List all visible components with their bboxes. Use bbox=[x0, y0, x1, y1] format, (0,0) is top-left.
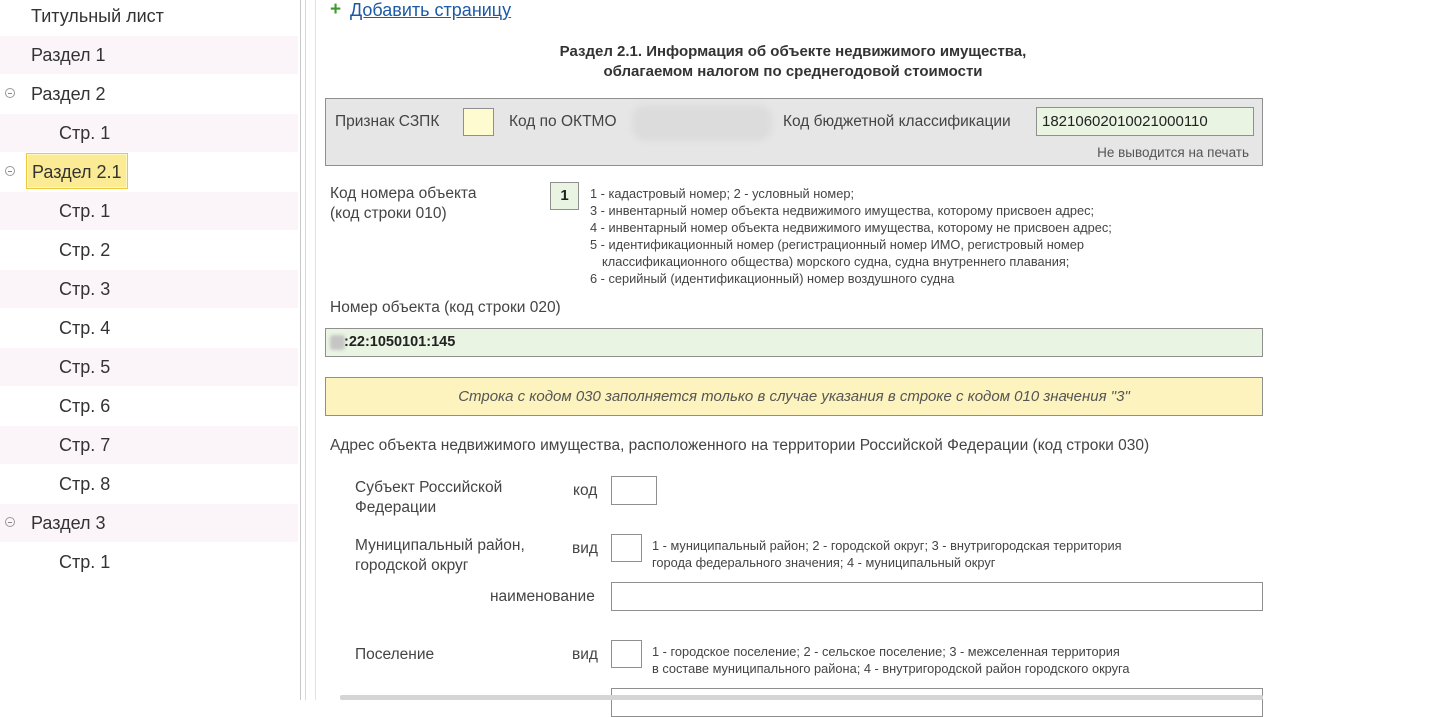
tree-item-label: Стр. 6 bbox=[59, 395, 111, 416]
settlement-label: Поселение bbox=[355, 646, 435, 663]
oktmo-field-redacted[interactable] bbox=[632, 105, 772, 141]
subject-code-label: код bbox=[573, 482, 598, 499]
oktmo-label: Код по ОКТМО bbox=[509, 113, 617, 130]
object-code-hint: 1 - кадастровый номер; 2 - условный номер; bbox=[590, 186, 854, 201]
collapse-icon[interactable] bbox=[5, 166, 15, 176]
tree-item-label: Стр. 1 bbox=[59, 200, 111, 221]
tree-item-section-1[interactable] bbox=[0, 36, 298, 74]
szpk-field[interactable] bbox=[463, 108, 494, 136]
tree-item-label-selected: Раздел 2.1 bbox=[26, 153, 128, 189]
horizontal-scrollbar[interactable] bbox=[340, 695, 1263, 700]
tree-item-section-2-1-page-7[interactable] bbox=[0, 426, 298, 464]
tree-item-title-page[interactable] bbox=[0, 0, 298, 35]
tree-item-section-2-1-page-3[interactable] bbox=[0, 270, 298, 308]
warning-banner: Строка с кодом 030 заполняется только в случае указания в строке с кодом 010 значения "3" bbox=[325, 377, 1263, 416]
section-form bbox=[316, 0, 1434, 700]
object-number-label: Номер объекта (код строки 020) bbox=[330, 299, 561, 316]
settlement-kind-hint: в составе муниципального района; 4 - внутригородской район городского округа bbox=[652, 661, 1130, 676]
kbk-field[interactable]: 18210602010021000110 bbox=[1036, 107, 1254, 136]
tree-item-section-2-1-page-8[interactable] bbox=[0, 465, 298, 503]
object-code-label: Код номера объекта bbox=[330, 185, 477, 202]
tree-item-section-2-1-page-1[interactable] bbox=[0, 192, 298, 230]
tree-item-section-2-1[interactable] bbox=[0, 153, 298, 191]
tree-item-label: Стр. 5 bbox=[59, 356, 111, 377]
settlement-kind-hint: 1 - городское поселение; 2 - сельское поселение; 3 - межселенная территория bbox=[652, 644, 1120, 659]
settlement-name-field[interactable] bbox=[611, 688, 1263, 717]
tree-item-section-2-1-page-5[interactable] bbox=[0, 348, 298, 386]
collapse-icon[interactable] bbox=[5, 517, 15, 527]
object-code-hint: 3 - инвентарный номер объекта недвижимого имущества, которому присвоен адрес; bbox=[590, 203, 1095, 218]
redacted-mark bbox=[330, 335, 345, 350]
settlement-kind-hints bbox=[652, 643, 1130, 677]
municipal-kind-hint: 1 - муниципальный район; 2 - городской округ; 3 - внутригородская территория bbox=[652, 538, 1122, 553]
tree-item-label: Стр. 8 bbox=[59, 473, 111, 494]
municipal-name-field[interactable] bbox=[611, 582, 1263, 611]
subject-sublabel: Федерации bbox=[355, 499, 437, 516]
municipal-name-label: наименование bbox=[490, 588, 595, 605]
settlement-kind-field[interactable] bbox=[611, 640, 642, 668]
tree-item-label: Стр. 4 bbox=[59, 317, 111, 338]
municipal-sublabel: городской округ bbox=[355, 557, 469, 574]
subject-code-field[interactable] bbox=[611, 476, 657, 505]
add-page-plus-icon[interactable]: + bbox=[330, 0, 342, 20]
tree-item-label: Раздел 3 bbox=[31, 512, 106, 533]
object-code-hints bbox=[590, 185, 1112, 287]
object-number-value: :22:1050101:145 bbox=[344, 334, 456, 350]
object-number-field[interactable] bbox=[325, 328, 1263, 357]
add-page-link[interactable]: Добавить страницу bbox=[350, 0, 512, 20]
tree-item-label: Стр. 7 bbox=[59, 434, 111, 455]
object-code-sublabel: (код строки 010) bbox=[330, 205, 447, 222]
object-code-field[interactable]: 1 bbox=[550, 182, 579, 210]
form-title-line-1: Раздел 2.1. Информация об объекте недвижимого имущества, bbox=[559, 43, 1027, 60]
municipal-kind-hint: города федерального значения; 4 - муниципальный округ bbox=[652, 555, 996, 570]
tree-item-label: Раздел 1 bbox=[31, 44, 106, 65]
municipal-kind-hints bbox=[652, 537, 1122, 571]
tree-item-section-3-page-1[interactable] bbox=[0, 543, 298, 581]
object-code-hint: 5 - идентификационный номер (регистрационный номер ИМО, регистровый номер bbox=[590, 237, 1084, 252]
tree-item-section-3[interactable] bbox=[0, 504, 298, 542]
tree-item-label: Стр. 3 bbox=[59, 278, 111, 299]
settlement-kind-label: вид bbox=[572, 646, 598, 663]
tree-item-label: Стр. 1 bbox=[59, 551, 111, 572]
header-codes-panel bbox=[325, 98, 1263, 166]
collapse-icon[interactable] bbox=[5, 88, 15, 98]
municipal-label: Муниципальный район, bbox=[355, 537, 525, 554]
tree-item-section-2-1-page-6[interactable] bbox=[0, 387, 298, 425]
tree-item-section-2-1-page-2[interactable] bbox=[0, 231, 298, 269]
kbk-label: Код бюджетной классификации bbox=[783, 113, 1011, 130]
tree-item-label: Титульный лист bbox=[31, 5, 164, 26]
tree-item-section-2-page-1[interactable] bbox=[0, 114, 298, 152]
object-code-hint: 6 - серийный (идентификационный) номер воздушного судна bbox=[590, 271, 955, 286]
tree-item-label: Стр. 1 bbox=[59, 122, 111, 143]
section-tree bbox=[0, 0, 300, 700]
tree-item-section-2[interactable] bbox=[0, 75, 298, 113]
tree-item-label: Стр. 2 bbox=[59, 239, 111, 260]
print-note: Не выводится на печать bbox=[1097, 145, 1249, 160]
object-code-hint: 4 - инвентарный номер объекта недвижимого имущества, которому не присвоен адрес; bbox=[590, 220, 1112, 235]
form-title-line-2: облагаемом налогом по среднегодовой стоимости bbox=[603, 63, 983, 80]
panel-divider bbox=[305, 0, 306, 700]
address-label: Адрес объекта недвижимого имущества, расположенного на территории Российской Федерации (код строки 030) bbox=[330, 437, 1150, 454]
object-code-hint: классификационного общества) морского судна, судна внутреннего плавания; bbox=[602, 254, 1070, 269]
tree-item-section-2-1-page-4[interactable] bbox=[0, 309, 298, 347]
szpk-label: Признак СЗПК bbox=[335, 113, 440, 130]
tree-item-label: Раздел 2 bbox=[31, 83, 106, 104]
panel-splitter[interactable] bbox=[300, 0, 301, 700]
municipal-kind-label: вид bbox=[572, 540, 598, 557]
municipal-kind-field[interactable] bbox=[611, 534, 642, 562]
subject-label: Субъект Российской bbox=[355, 479, 503, 496]
